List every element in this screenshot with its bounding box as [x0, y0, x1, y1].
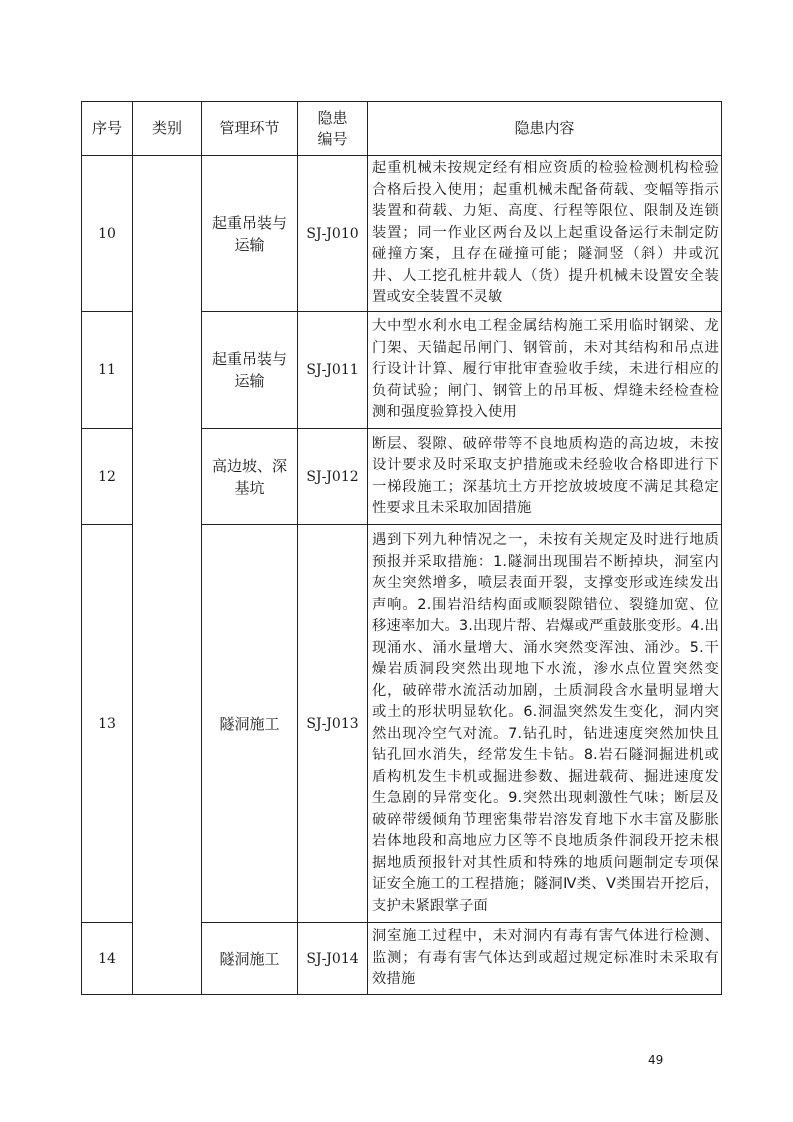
table-header-row: [82, 102, 722, 156]
row-stage: 隧洞施工: [202, 923, 298, 995]
row-content: 遇到下列九种情况之一，未按有关规定及时进行地质预报并采取措施：1.隧洞出现围岩不断掉块，洞室内灰尘突然增多，喷层表面开裂，支撑变形或连续发出声响。2.围岩沿结构面或顺裂隙错位、裂缝加宽、位移速率加大。3.出现片帮、岩爆或严重鼓胀变形。4.出现涌水、涌水量增大、涌水突然变浑浊、涌沙。5.干燥岩质洞段突然出现地下水流，渗水点位置突然变化，破碎带水流活动加剧，土质洞段含水量明显增大或土的形状明显软化。6.洞温突然发生变化，洞内突然出现冷空气对流。7.钻孔时，钻进速度突然加快且钻孔回水消失，经常发生卡钻。8.岩石隧洞掘进机或盾构机发生卡机或掘进参数、掘进载荷、掘进速度发生急剧的异常变化。9.突然出现刺激性气味；断层及破碎带缓倾角节理密集带岩溶发育地下水丰富及膨胀岩体地段和高地应力区等不良地质条件洞段开挖未根据地质预报针对其性质和特殊的地质问题制定专项保证安全施工的工程措施；隧洞Ⅳ类、Ⅴ类围岩开挖后，支护未紧跟掌子面: [368, 525, 722, 923]
row-code: SJ-J014: [298, 923, 368, 995]
header-content: 隐患内容: [368, 102, 722, 156]
row-content: 洞室施工过程中，未对洞内有毒有害气体进行检测、监测；有毒有害气体达到或超过规定标准时未采取有效措施: [368, 923, 722, 995]
row-seq: 10: [82, 156, 133, 312]
row-stage-text: 高边坡、深基坑: [211, 456, 287, 497]
header-category: 类别: [133, 102, 202, 156]
header-code-line2: 编号: [317, 129, 348, 148]
header-code-line1: 隐患: [317, 108, 348, 127]
header-stage: 管理环节: [202, 102, 298, 156]
row-code: SJ-J013: [298, 525, 368, 923]
row-stage: [202, 156, 298, 312]
row-stage-text: 起重吊装与运输: [211, 350, 287, 390]
row-stage-text: 起重吊装与运输: [211, 213, 287, 254]
row-seq: 12: [82, 429, 133, 525]
row-category: [133, 156, 202, 995]
row-content: 断层、裂隙、破碎带等不良地质构造的高边坡，未按设计要求及时采取支护措施或未经验收合格即进行下一梯段施工；深基坑土方开挖放坡坡度不满足其稳定性要求且未采取加固措施: [368, 429, 722, 525]
row-stage: 隧洞施工: [202, 525, 298, 923]
table-row: [82, 156, 722, 312]
row-stage: [202, 429, 298, 525]
header-code: [298, 102, 368, 156]
row-seq: 14: [82, 923, 133, 995]
row-seq: 13: [82, 525, 133, 923]
row-seq: 11: [82, 312, 133, 429]
row-stage: [202, 312, 298, 429]
row-content: 大中型水利水电工程金属结构施工采用临时钢梁、龙门架、天锚起吊闸门、钢管前，未对其结构和吊点进行设计计算、履行审批审查验收手续，未进行相应的负荷试验；闸门、钢管上的吊耳板、焊缝未经检查检测和强度验算投入使用: [368, 312, 722, 429]
row-content: 起重机械未按规定经有相应资质的检验检测机构检验合格后投入使用；起重机械未配备荷载、变幅等指示装置和荷载、力矩、高度、行程等限位、限制及连锁装置；同一作业区两台及以上起重设备运行未制定防碰撞方案，且存在碰撞可能；隧洞竖（斜）井或沉井、人工挖孔桩井载人（货）提升机械未设置安全装置或安全装置不灵敏: [368, 156, 722, 312]
row-code: SJ-J012: [298, 429, 368, 525]
header-seq: 序号: [82, 102, 133, 156]
row-code: SJ-J011: [298, 312, 368, 429]
hazard-table: [81, 101, 722, 995]
row-code: SJ-J010: [298, 156, 368, 312]
page-number: 49: [648, 1053, 664, 1067]
